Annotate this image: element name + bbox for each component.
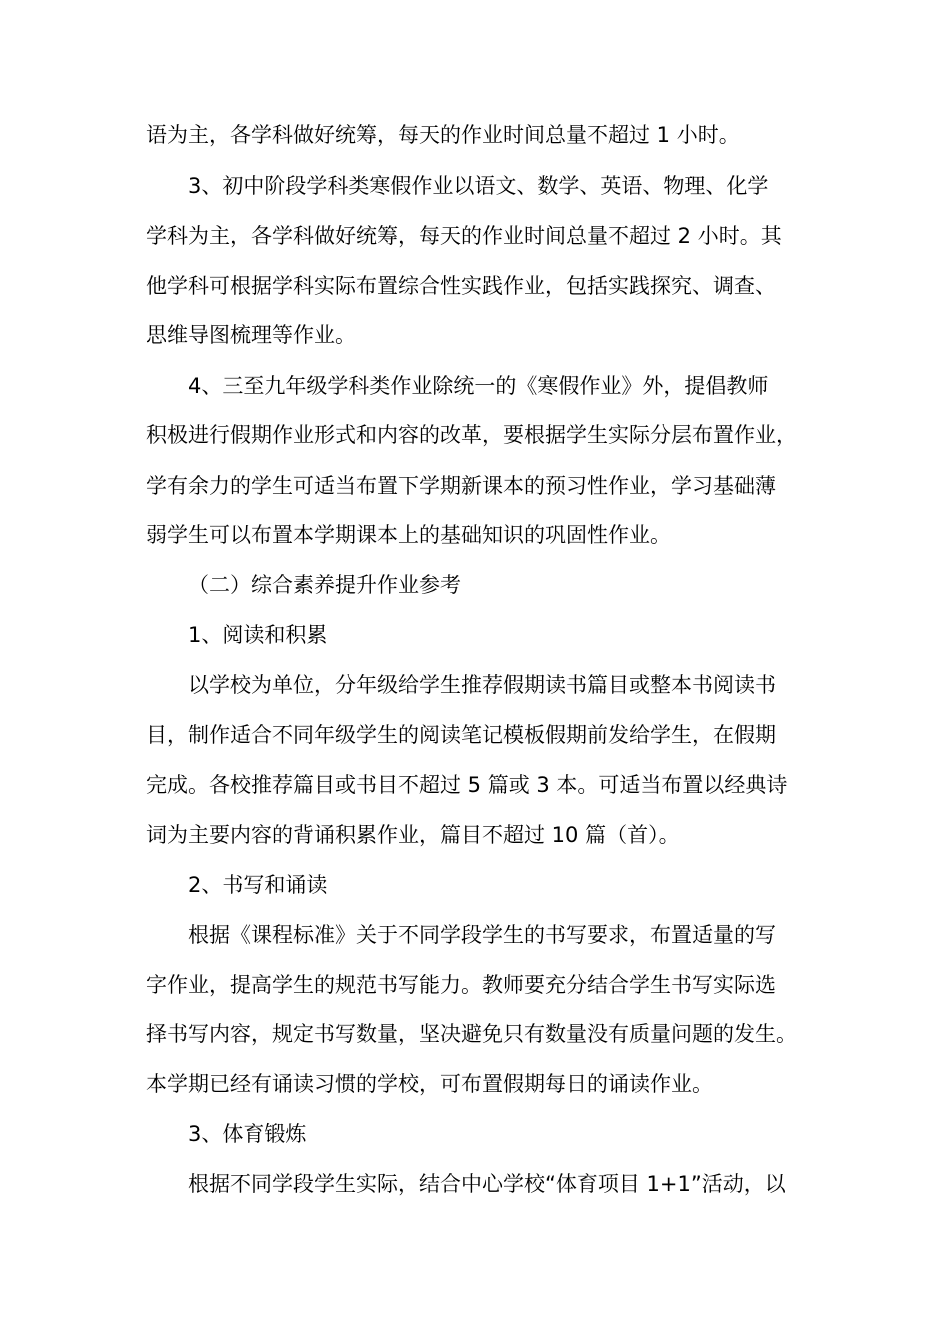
- text-line: 4、三至九年级学科类作业除统一的《寒假作业》外，提倡教师: [188, 374, 769, 398]
- text-line: 积极进行假期作业形式和内容的改革，要根据学生实际分层布置作业，: [146, 423, 797, 447]
- text-line: 完成。各校推荐篇目或书目不超过 5 篇或 3 本。可适当布置以经典诗: [146, 773, 788, 797]
- subsection-heading: 2、书写和诵读: [188, 873, 328, 897]
- text-line: 3、初中阶段学科类寒假作业以语文、数学、英语、物理、化学: [188, 174, 769, 198]
- text-line: 根据不同学段学生实际，结合中心学校“体育项目 1+1”活动，以: [188, 1172, 786, 1196]
- text-line: 学有余力的学生可适当布置下学期新课本的预习性作业，学习基础薄: [146, 474, 776, 498]
- subsection-heading: 3、体育锻炼: [188, 1122, 307, 1146]
- text-line: 他学科可根据学科实际布置综合性实践作业，包括实践探究、调查、: [146, 274, 776, 298]
- text-line: 弱学生可以布置本学期课本上的基础知识的巩固性作业。: [146, 523, 671, 547]
- text-line: 学科为主，各学科做好统筹，每天的作业时间总量不超过 2 小时。其: [146, 224, 782, 248]
- text-line: 择书写内容，规定书写数量，坚决避免只有数量没有质量问题的发生。: [146, 1022, 797, 1046]
- text-line: 目，制作适合不同年级学生的阅读笔记模板假期前发给学生，在假期: [146, 723, 776, 747]
- text-line: 本学期已经有诵读习惯的学校，可布置假期每日的诵读作业。: [146, 1072, 713, 1096]
- text-line: 语为主，各学科做好统筹，每天的作业时间总量不超过 1 小时。: [146, 123, 740, 147]
- text-line: 词为主要内容的背诵积累作业，篇目不超过 10 篇（首）。: [146, 823, 680, 847]
- text-line: 根据《课程标准》关于不同学段学生的书写要求，布置适量的写: [188, 923, 776, 947]
- section-heading: （二）综合素养提升作业参考: [188, 573, 461, 597]
- text-line: 思维导图梳理等作业。: [146, 323, 356, 347]
- text-line: 字作业，提高学生的规范书写能力。教师要充分结合学生书写实际选: [146, 973, 776, 997]
- text-line: 以学校为单位，分年级给学生推荐假期读书篇目或整本书阅读书: [188, 673, 776, 697]
- subsection-heading: 1、阅读和积累: [188, 623, 328, 647]
